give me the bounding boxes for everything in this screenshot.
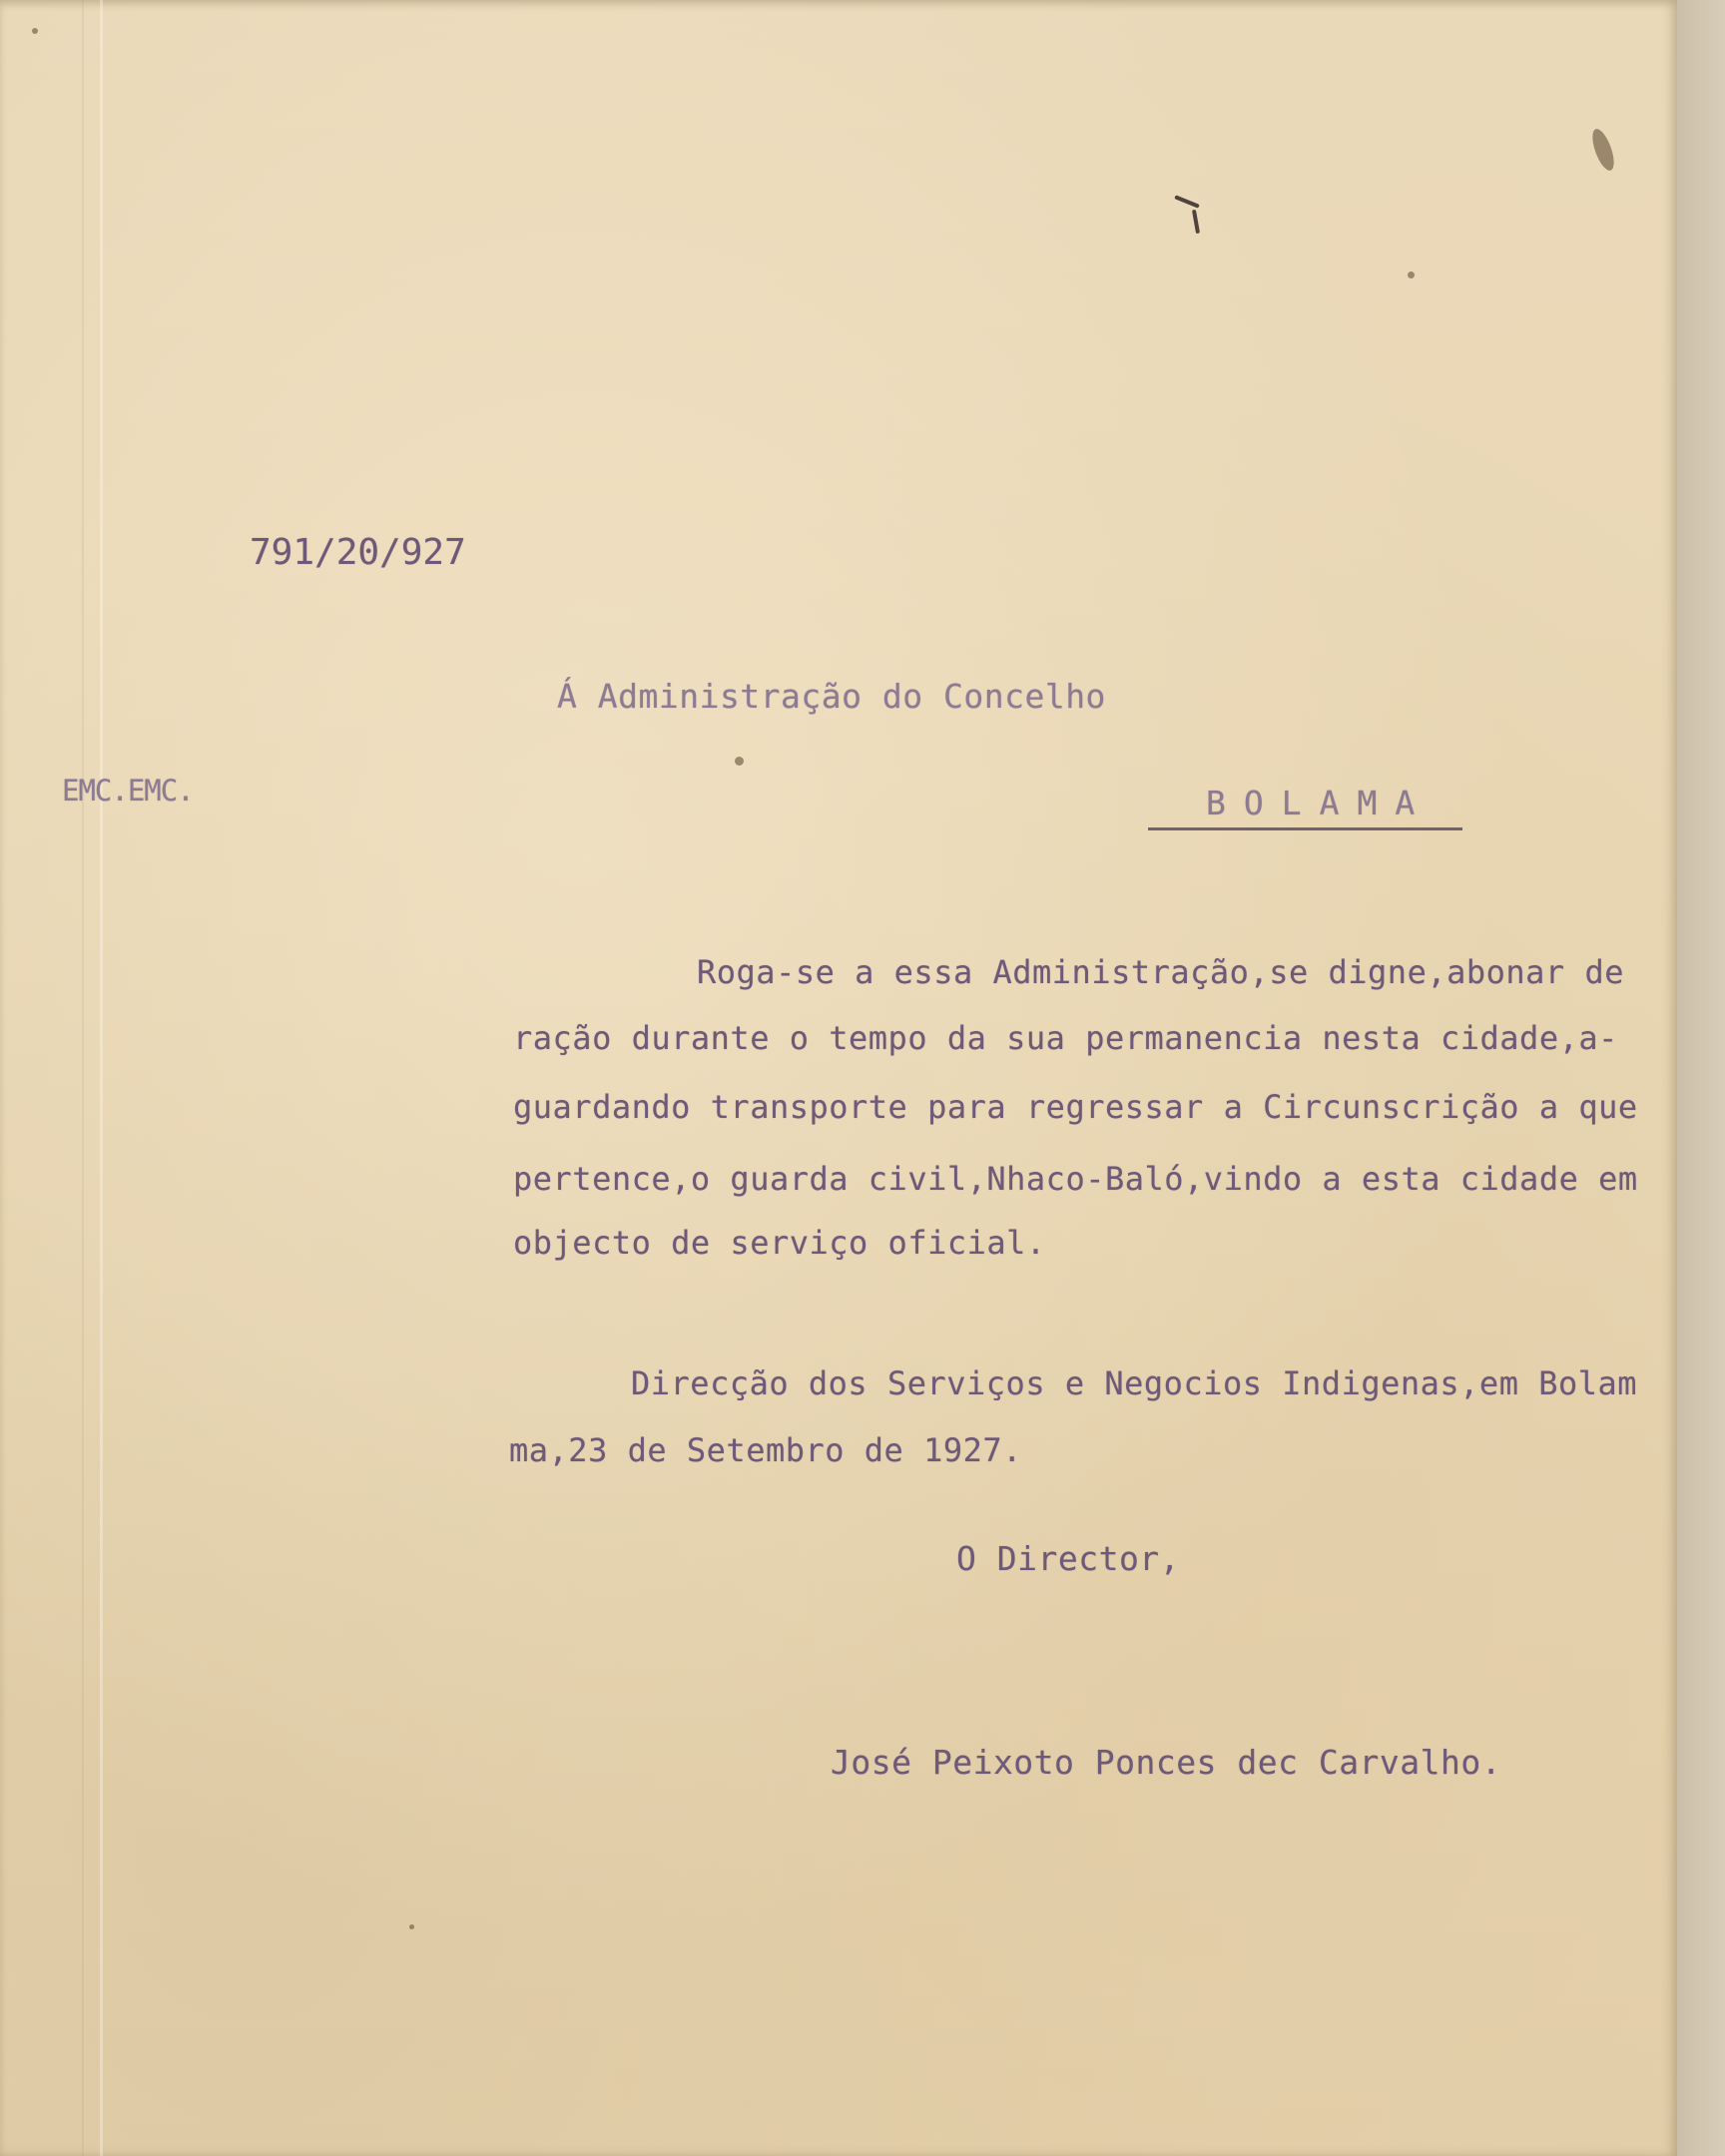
addressee-line: Á Administração do Concelho [557, 677, 1106, 716]
pencil-mark [1174, 195, 1200, 208]
city-heading: BOLAMA [1148, 787, 1462, 830]
ink-speck [409, 1924, 414, 1929]
ink-speck [1408, 271, 1415, 278]
scanner-background [1677, 0, 1725, 2156]
reference-number: 791/20/927 [250, 532, 466, 573]
typist-initials: EMC.EMC. [62, 774, 194, 808]
body-line: ração durante o tempo da sua permanencia nesta cidade,a- [513, 1019, 1618, 1057]
paper-fold-line [82, 0, 84, 2156]
closing-line: ma,23 de Setembro de 1927. [509, 1431, 1022, 1469]
body-line: Roga-se a essa Administração,se digne,abonar de [697, 953, 1624, 991]
ink-blot [1588, 127, 1618, 174]
paper-fold-line [100, 0, 103, 2156]
body-line: pertence,o guarda civil,Nhaco-Baló,vindo a esta cidade em [513, 1160, 1638, 1198]
closing-line: Direcção dos Serviços e Negocios Indigenas,em Bolam [631, 1364, 1638, 1402]
ink-speck [32, 28, 38, 34]
ink-speck [735, 757, 744, 766]
signatory-name: José Peixoto Ponces dec Carvalho. [831, 1743, 1502, 1782]
body-line: objecto de serviço oficial. [513, 1224, 1046, 1262]
body-line: guardando transporte para regressar a Circunscrição a que [513, 1088, 1638, 1126]
pencil-mark [1192, 210, 1200, 234]
signoff-line: O Director, [956, 1539, 1181, 1578]
